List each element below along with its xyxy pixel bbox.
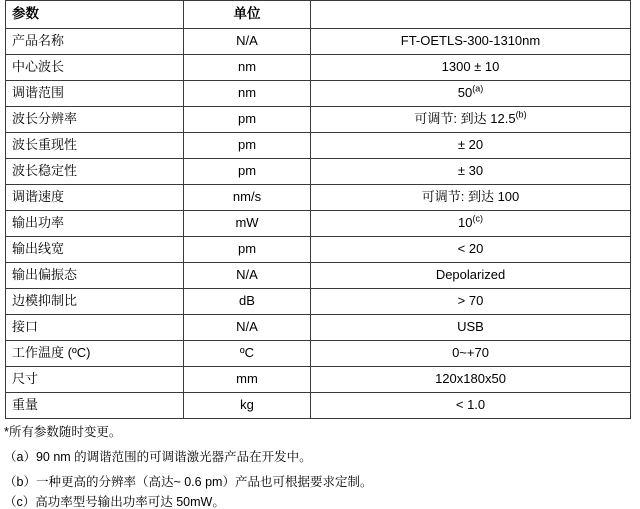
cell-parameter: 输出功率 [6, 211, 184, 237]
cell-value [311, 185, 631, 211]
table-row [6, 289, 631, 315]
cell-parameter: 边模抑制比 [6, 289, 184, 315]
footnote-disclaimer: *所有参数随时变更。 [4, 425, 122, 439]
cell-value-footnote-ref: (b) [515, 110, 527, 121]
column-header-unit: 单位 [184, 1, 311, 29]
table-row [6, 367, 631, 393]
cell-value [311, 211, 631, 237]
table-row [6, 159, 631, 185]
cell-unit: dB [184, 289, 311, 315]
cell-parameter: 接口 [6, 315, 184, 341]
cell-parameter: 波长稳定性 [6, 159, 184, 185]
cell-value [311, 159, 631, 185]
cell-value [311, 315, 631, 341]
cell-value-text: 可调节: 到达 12.5 [414, 111, 516, 127]
cell-parameter: 调谐范围 [6, 81, 184, 107]
table-row [6, 237, 631, 263]
table-row [6, 185, 631, 211]
cell-value-text: 50 [457, 85, 473, 101]
table-row [6, 55, 631, 81]
table-row [6, 263, 631, 289]
cell-value [311, 263, 631, 289]
cell-unit: mm [184, 367, 311, 393]
cell-parameter: 重量 [6, 393, 184, 419]
cell-parameter: 工作温度 (ºC) [6, 341, 184, 367]
cell-value-text: < 20 [457, 241, 484, 257]
cell-value-text: FT-OETLS-300-1310nm [400, 33, 541, 49]
cell-value-footnote-ref: (a) [472, 84, 484, 95]
cell-unit: pm [184, 237, 311, 263]
cell-value-footnote-ref: (c) [472, 214, 483, 225]
table-header [6, 1, 631, 29]
table-header-row [6, 1, 631, 29]
cell-unit: N/A [184, 29, 311, 55]
cell-value [311, 367, 631, 393]
cell-value [311, 289, 631, 315]
cell-unit: N/A [184, 263, 311, 289]
cell-value-text: 120x180x50 [435, 371, 506, 387]
cell-value-text: ± 30 [457, 163, 484, 179]
cell-unit: nm/s [184, 185, 311, 211]
cell-value-text: 0~+70 [452, 345, 489, 361]
table-body [6, 29, 631, 419]
footnote-a: （a）90 nm 的调谐范围的可调谐激光器产品在开发中。 [4, 449, 312, 464]
cell-unit: ºC [184, 341, 311, 367]
cell-value-text: 1300 ± 10 [441, 59, 500, 75]
cell-value-text: Depolarized [435, 267, 506, 283]
cell-unit: kg [184, 393, 311, 419]
cell-parameter: 波长分辨率 [6, 107, 184, 133]
cell-unit: N/A [184, 315, 311, 341]
cell-unit: mW [184, 211, 311, 237]
cell-value-text: < 1.0 [455, 397, 486, 413]
cell-value [311, 237, 631, 263]
cell-unit: pm [184, 159, 311, 185]
cell-unit: pm [184, 107, 311, 133]
footnote-b: （b）一种更高的分辨率（高达~ 0.6 pm）产品也可根据要求定制。 [4, 475, 373, 489]
table-row [6, 211, 631, 237]
cell-parameter: 波长重现性 [6, 133, 184, 159]
column-header-value [311, 1, 631, 29]
table-row [6, 81, 631, 107]
cell-parameter: 调谐速度 [6, 185, 184, 211]
cell-value [311, 81, 631, 107]
cell-unit: pm [184, 133, 311, 159]
table-row [6, 341, 631, 367]
cell-parameter: 尺寸 [6, 367, 184, 393]
cell-value [311, 29, 631, 55]
table-row [6, 133, 631, 159]
cell-value-text: 10 [458, 215, 473, 231]
cell-parameter: 产品名称 [6, 29, 184, 55]
cell-value [311, 107, 631, 133]
cell-value-text: USB [457, 319, 484, 335]
cell-value [311, 55, 631, 81]
footnotes [4, 426, 640, 508]
column-header-parameter: 参数 [6, 1, 184, 29]
cell-value-text: ± 20 [457, 137, 484, 153]
cell-unit: nm [184, 55, 311, 81]
cell-parameter: 中心波长 [6, 55, 184, 81]
specification-table [5, 0, 631, 419]
cell-parameter: 输出偏振态 [6, 263, 184, 289]
table-row [6, 315, 631, 341]
cell-unit: nm [184, 81, 311, 107]
footnote-c: （c）高功率型号输出功率可达 50mW。 [4, 494, 225, 509]
cell-parameter: 输出线宽 [6, 237, 184, 263]
table-row [6, 107, 631, 133]
cell-value [311, 133, 631, 159]
cell-value-text: > 70 [457, 293, 484, 309]
table-row [6, 29, 631, 55]
cell-value [311, 341, 631, 367]
cell-value-text: 可调节: 到达 100 [421, 189, 520, 205]
